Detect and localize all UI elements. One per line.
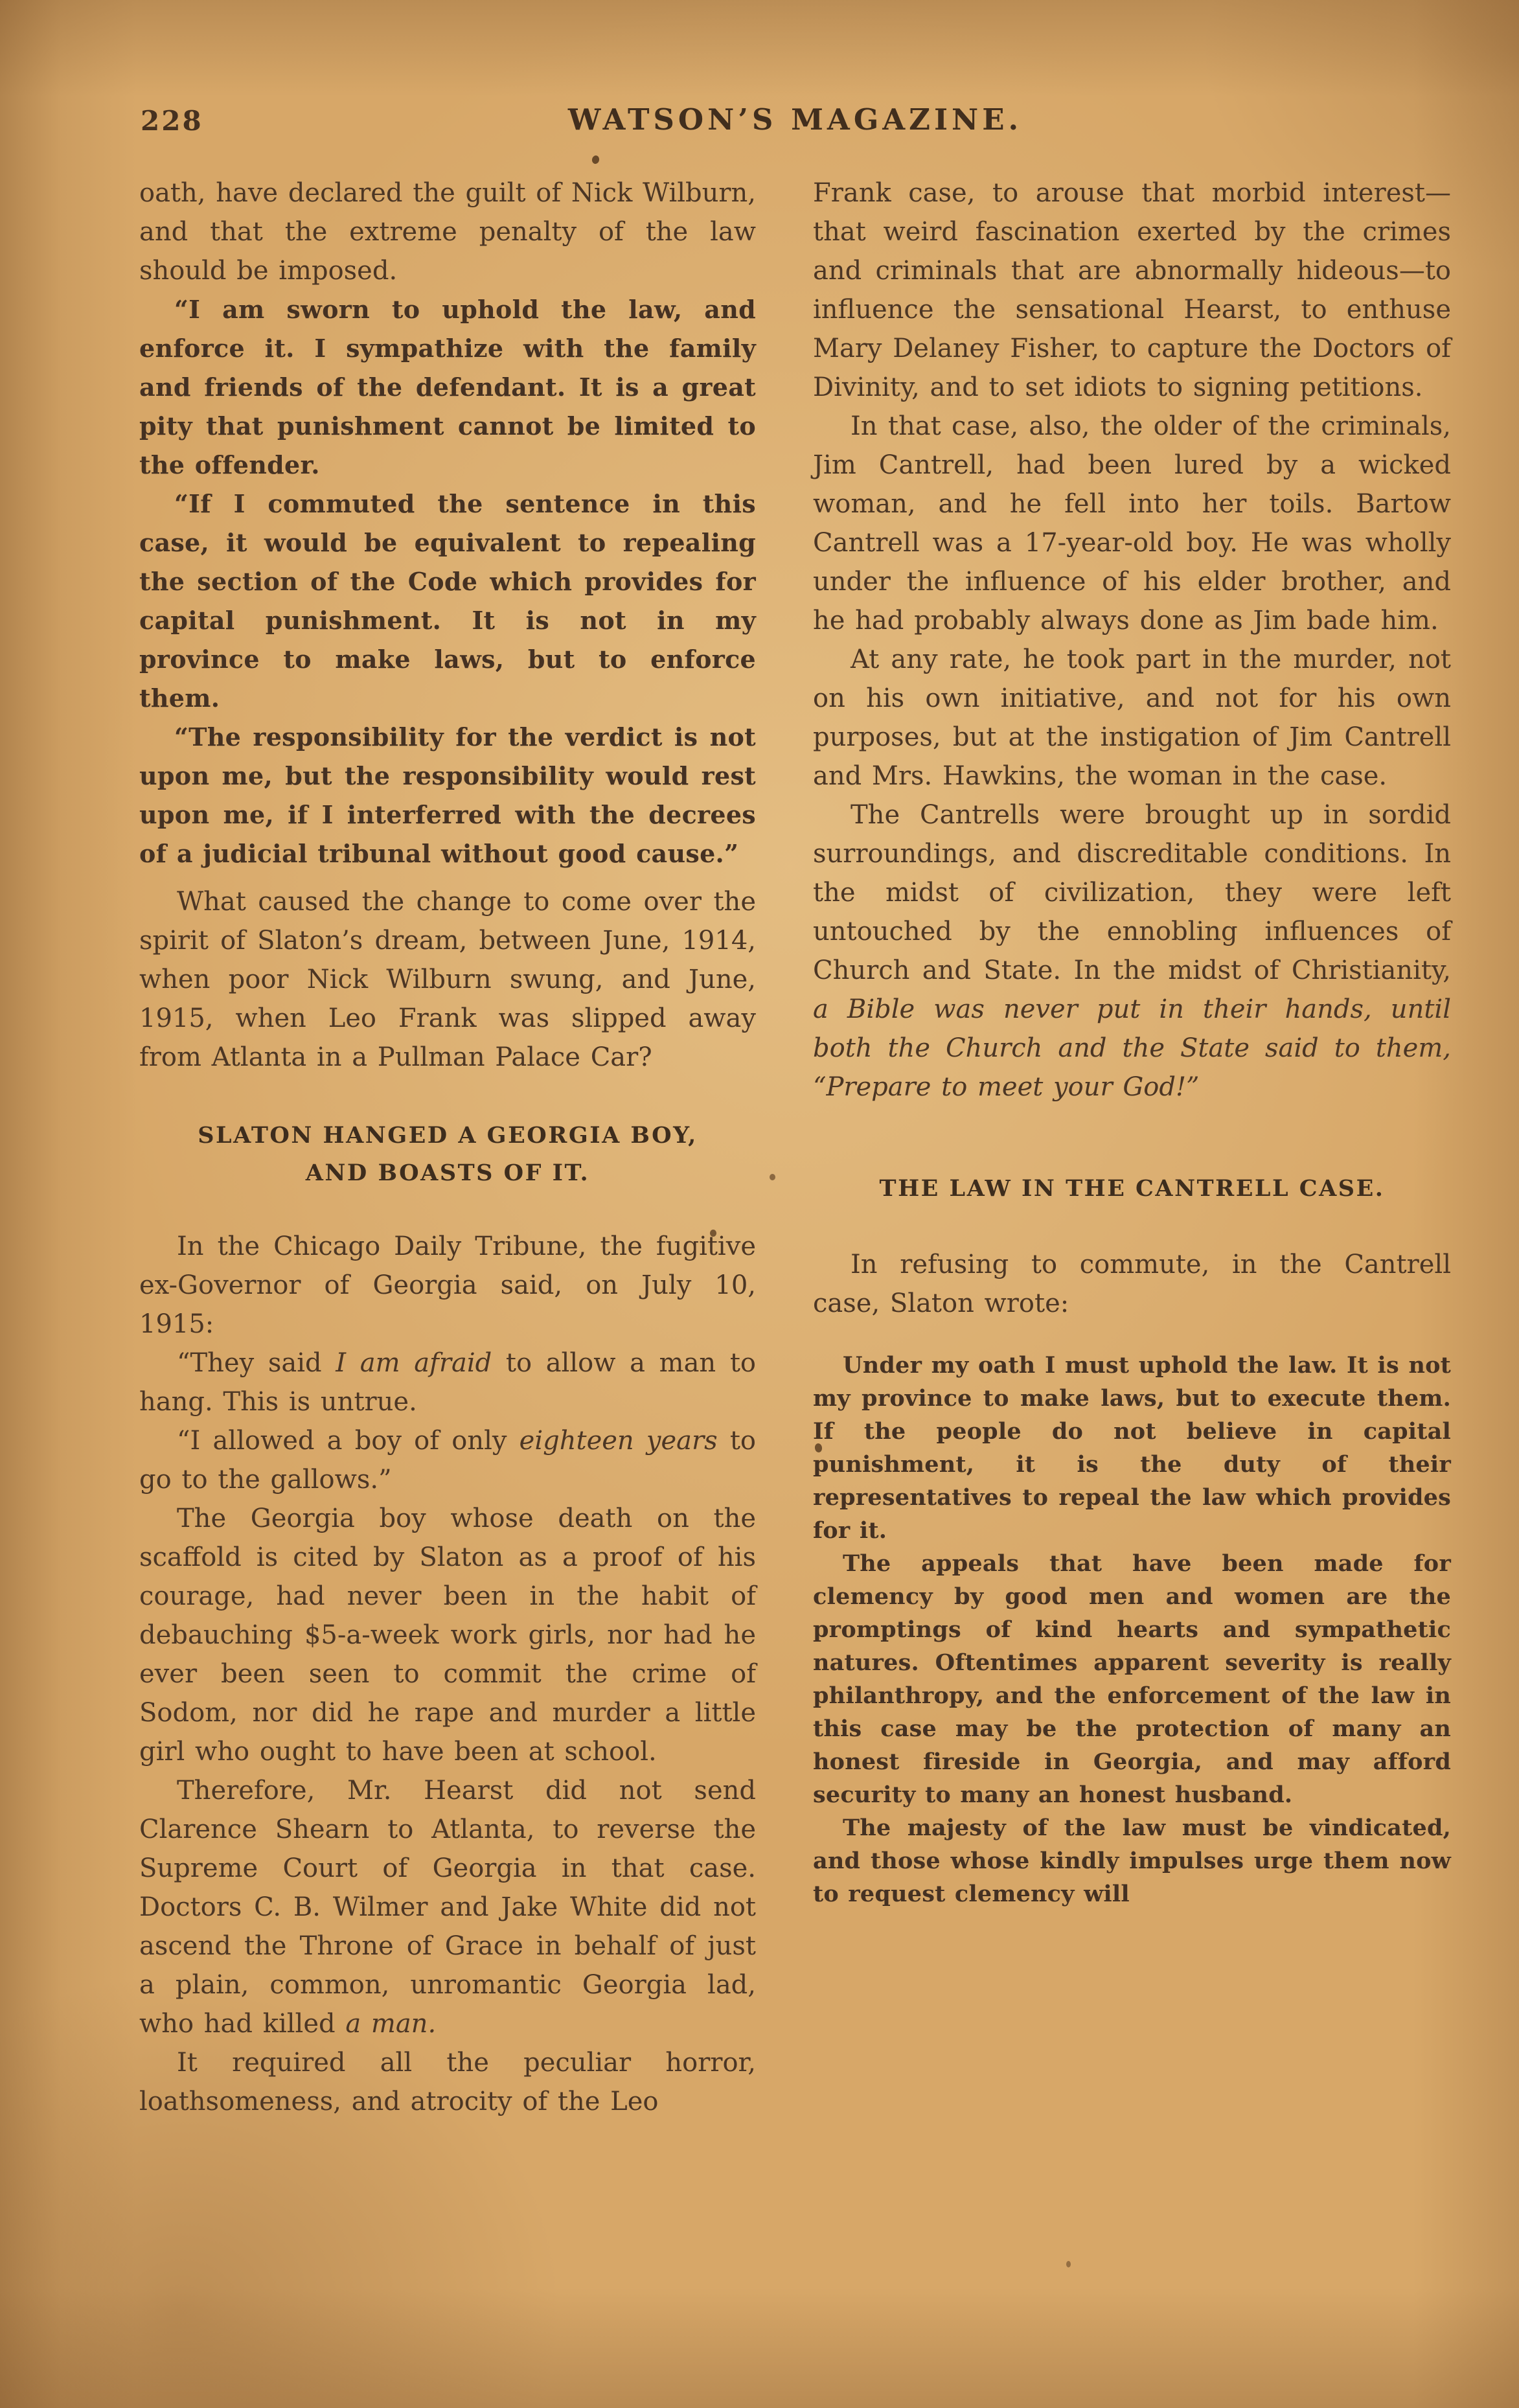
page-number: 228 [141,105,203,137]
paragraph-allowed-boy [139,1421,756,1499]
heading-line: SLATON HANGED A GEORGIA BOY, [198,1122,698,1149]
paragraph-it-required: It required all the peculiar horror, loathsomeness, and atrocity of the Leo [139,2048,756,2116]
quote-majesty-of-law: The majesty of the law must be vindicated, and those whose kindly impulses urge them now to request clemency will [813,1815,1451,1907]
text-run: Therefore, Mr. Hearst did not send Clarence Shearn to Atlanta, to reverse the Supreme Court of Georgia in that case. Doctors C. B. Wilmer and Jake White did not ascend the Throne of Grace in behalf of just a plain, common, unromantic Georgia lad, who had killed [139,1776,756,2039]
quote-sworn-to-uphold: “I am sworn to uphold the law, and enforce it. I sympathize with the family and friends of the defendant. It is a great pity that punishment cannot be limited to the offender. [139,295,756,479]
quote-under-my-oath: Under my oath I must uphold the law. It is not my province to make laws, but to execute them. If the people do not believe in capital punishment, it is the duty of their representatives to repeal the law which provides for it. [813,1352,1451,1544]
text-run: “They said [177,1348,336,1378]
paragraph-what-caused: What caused the change to come over the spirit of Slaton’s dream, between June, 1914, when poor Nick Wilburn swung, and June, 1915, when Leo Frank was slipped away from Atlanta in a Pullman Palace Car? [139,887,756,1072]
right-column [813,174,1451,2121]
paragraph-georgia-boy: The Georgia boy whose death on the scaffold is cited by Slaton as a proof of his courage, had never been in the habit of debauching $5-a-week work girls, nor had he ever been seen to commit the crime of Sodom, nor did he rape and murder a little girl who ought to have been at school. [139,1504,756,1767]
ink-fleck [1066,2261,1071,2267]
italic-run: a Bible was never put in their hands, until both the Church and the State said to them, “Prepare to meet your God!” [813,994,1451,1102]
paragraph-in-that-case: In that case, also, the older of the criminals, Jim Cantrell, had been lured by a wicked woman, and he fell into her toils. Bartow Cantrell was a 17-year-old boy. He was wholly under the influence of his elder brother, and he had probably always done as Jim bade him. [813,411,1451,636]
ink-fleck [591,155,600,165]
section-heading-law-cantrell-case: THE LAW IN THE CANTRELL CASE. [879,1175,1385,1202]
text-run: The Cantrells were brought up in sordid surroundings, and discreditable conditions. In the midst of civilization, they were left untouched by the ennobling influences of Church and State. In the midst of Christianity, [813,800,1451,985]
italic-run: a man. [345,2009,437,2039]
quote-if-commuted: “If I commuted the sentence in this case, it would be equivalent to repealing the section of the Code which provides for capital punishment. It is not in my province to make laws, but to enforce them. [139,489,756,713]
quote-responsibility: “The responsibility for the verdict is not upon me, but the responsibility would rest upon me, if I interferred with the decrees of a judicial tribunal without good cause.” [139,722,756,868]
text-run: “I allowed a boy of only [177,1426,520,1456]
paragraph-frank-case: Frank case, to arouse that morbid interest—that weird fascination exerted by the crimes and criminals that are abnormally hideous—to influence the sensational Hearst, to enthuse Mary Delaney Fisher, to capture the Doctors of Divinity, and to set idiots to signing petitions. [813,178,1451,402]
heading-line: AND BOASTS OF IT. [305,1160,590,1186]
page-body [139,174,1451,2121]
text-run: to go to the gallows.” [139,1426,756,1495]
section-heading-slaton-hanged [139,1117,756,1192]
paragraph-in-refusing: In refusing to commute, in the Cantrell case, Slaton wrote: [813,1250,1451,1318]
paragraph-therefore-hearst [139,1771,756,2043]
quote-the-appeals: The appeals that have been made for clemency by good men and women are the promptings of kind hearts and sympathetic natures. Oftentimes apparent severity is really philanthropy, and the enforcement of the law in this case may be the protection of many an honest fireside in Georgia, and may afford security to many an honest husband. [813,1550,1451,1808]
page-header [139,102,1451,148]
paragraph-chicago-tribune: In the Chicago Daily Tribune, the fugitive ex-Governor of Georgia said, on July 10, 1915: [139,1232,756,1339]
paragraph-oath-continuation: oath, have declared the guilt of Nick Wilburn, and that the extreme penalty of the law should be imposed. [139,178,756,286]
italic-run: eighteen years [519,1426,718,1456]
paragraph-they-said [139,1344,756,1421]
paragraph-cantrells-brought-up [813,796,1451,1107]
left-column [139,174,756,2121]
text-run: to allow a man to hang. This is untrue. [139,1348,757,1417]
italic-run: I am afraid [336,1348,492,1378]
magazine-title: WATSON’S MAGAZINE. [567,102,1023,137]
paragraph-at-any-rate: At any rate, he took part in the murder, not on his own initiative, and not for his own purposes, but at the instigation of Jim Cantrell and Mrs. Hawkins, the woman in the case. [813,645,1451,791]
